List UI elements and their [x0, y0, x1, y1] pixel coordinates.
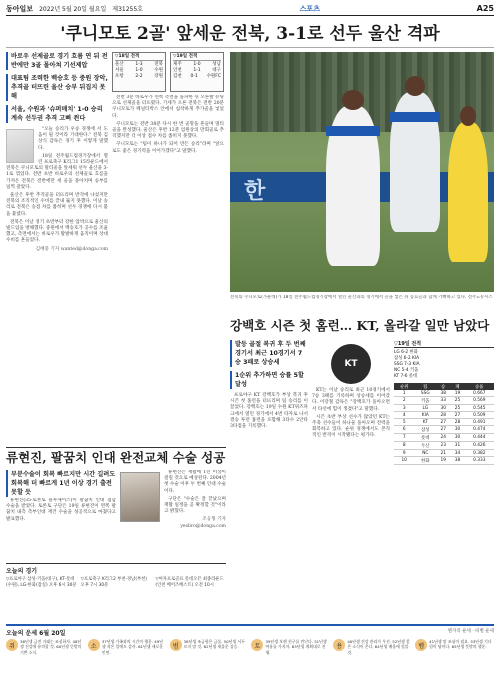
table-cell: 30: [450, 426, 464, 434]
masthead: [6, 4, 494, 16]
score-box-19: [170, 52, 224, 92]
table-row: [394, 442, 494, 450]
fortune-text: 41년생 말 조심이 필요. 53년생 기다림이 답이다. 65년생 뜻밖의 행운.: [429, 639, 492, 650]
ryu-photo: [120, 472, 160, 522]
zodiac-icon: 범: [170, 639, 182, 651]
zodiac-icon: 토: [251, 639, 263, 651]
table-cell: 0.474: [465, 426, 494, 434]
score-row: 서울 1-0 수원: [115, 68, 163, 73]
table-cell: NC: [415, 450, 437, 457]
table-row: [394, 397, 494, 405]
table-cell: 0.667: [465, 390, 494, 397]
table-cell: KT: [415, 419, 437, 426]
zodiac-icon: 쥐: [6, 639, 18, 651]
paragraph: 18일 전주월드컵경기장에서 열린 프로축구 K리그1 15라운드에서 전북은 쿠니모토의 멀티골을 앞세워 선두 울산을 3-1로 꺾었다. 전반 초반 바로우의 선제골로 흐름을 가져온 전북은 전반에만 세 골을 몰아치며 승부를 일찍 갈랐다.: [6, 153, 108, 190]
kt-headline: 강백호 시즌 첫 홈런… KT, 올라갈 일만 남았다: [230, 318, 490, 333]
kt-story-body: [230, 393, 308, 430]
table-cell: 3: [394, 405, 415, 412]
fortune-text: 40년생 건강 관리가 우선. 52년생 좋은 소식이 온다. 64년생 배움에 힘쓸 것.: [347, 639, 410, 655]
ryu-headline: 류현진, 팔꿈치 인대 완전교체 수술 성공: [6, 447, 226, 467]
paragraph: 구단은 "수술은 잘 끝났으며 재활 일정을 곧 확정할 것"이라고 밝혔다.: [164, 496, 226, 515]
kt-story-column-1: [230, 340, 308, 620]
issue-date: 2022년 5월 20일 월요일: [39, 6, 107, 13]
paragraph: KT는 이날 승리로 최근 10경기에서 7승 3패를 기록하며 상승세를 이어갔다. 이강철 감독은 "강백호가 돌아오면서 타선에 힘이 생겼다"고 말했다.: [312, 388, 390, 412]
table-cell: 두산: [415, 442, 437, 450]
lead-story-continued: [112, 95, 224, 295]
table-cell: 6: [394, 426, 415, 434]
zodiac-icon: 뱀: [415, 639, 427, 651]
table-row: [394, 405, 494, 412]
paragraph: 프로야구 KT 강백호가 부상 복귀 후 시즌 첫 홈런을 터뜨리며 팀 승리를 이끌었다. 강백호는 19일 수원 KT위즈파크에서 열린 경기에서 4번 타자로 나서 결승 투런 홈런을 포함해 3타수 2안타 3타점을 기록했다.: [230, 393, 308, 430]
table-cell: 27: [450, 412, 464, 419]
score-boxes: [112, 52, 224, 92]
table-row: [394, 450, 494, 457]
fortune-date: 6월 20일: [39, 630, 66, 637]
table-header-row: [394, 383, 494, 390]
table-cell: 한화: [415, 457, 437, 465]
coach-photo: [6, 129, 34, 163]
table-cell: 21: [436, 450, 450, 457]
todays-games-box: [6, 563, 226, 620]
table-cell: 31: [450, 442, 464, 450]
paragraph: 쿠니모토는 "팀이 하나가 되어 만든 승리"라며 "앞으로도 좋은 경기력을 이어가겠다"고 말했다.: [112, 142, 224, 154]
table-row: [394, 412, 494, 419]
table-cell: 4: [394, 412, 415, 419]
photo-caption: 전북의 쿠니모토(가운데)가 18일 전주월드컵경기장에서 열린 울산과의 경기에서 골을 넣은 뒤 동료들과 함께 기뻐하고 있다. 전주=뉴시스: [230, 295, 493, 300]
todays-games-title: 오늘의 경기: [6, 568, 38, 575]
fortune-header: [6, 628, 494, 637]
table-row: [394, 457, 494, 465]
game-result: NC 5-4 키움: [394, 368, 419, 373]
fortune-item: [333, 639, 412, 655]
main-photo: [230, 52, 494, 292]
table-cell: 19: [450, 390, 464, 397]
table-cell: 25: [450, 397, 464, 405]
score-row: 울산 1-3 전북: [115, 62, 163, 67]
table-cell: 7: [394, 434, 415, 442]
ryu-story-body-2: [164, 470, 226, 560]
paragraph: 시즌 초반 부상 선수가 많았던 KT는 주축 선수들이 하나둘 돌아오며 전력을 회복하고 있다. 순위 경쟁에서도 본격적인 반격이 시작됐다는 평가다.: [312, 414, 390, 439]
fortune-text: 38년생 조급함은 금물. 50년생 서두르지 말 것. 62년생 재물운 상승.: [183, 639, 245, 650]
fortune-item: [415, 639, 494, 655]
paragraph: 전반 3분 바로우가 왼쪽 측면을 돌파한 뒤 오른발 슈팅으로 선제골을 터뜨렸다. 기세가 오른 전북은 전반 20분 쿠니모토가 페널티박스 안에서 침착하게 추가골을 넣었다.: [112, 95, 224, 119]
table-cell: 롯데: [415, 434, 437, 442]
standings-panel: [394, 340, 494, 620]
standings-table: [394, 383, 494, 465]
standings-title: ▽19일 전적: [394, 340, 494, 348]
game-listing: ▽프로축구 K리그2 부천-경남(부천) 오후 7시 30분: [80, 577, 147, 588]
table-cell: 38: [436, 390, 450, 397]
game-result: SSG 7-3 KIA: [394, 362, 420, 367]
table-cell: 0.426: [465, 442, 494, 450]
player-figure: [448, 122, 488, 262]
fortune-text: 39년생 오랜 친구를 만난다. 51년생 여유를 가지자. 63년생 계획대로 진행.: [265, 639, 327, 655]
score-box-title: ▽18일 전적: [115, 54, 163, 61]
paper-name: 동아일보: [6, 4, 34, 13]
table-cell: 33: [436, 397, 450, 405]
table-cell: 9: [394, 450, 415, 457]
score-box-title: ▽19일 전적: [173, 54, 221, 61]
player-figure: [326, 106, 380, 266]
table-cell: 38: [450, 457, 464, 465]
game-results: [394, 350, 494, 380]
kt-logo: KT: [331, 344, 371, 384]
banner-text: 한: [244, 179, 272, 204]
ryu-story-body-1: [6, 498, 116, 560]
game-result: KT 7-6 롯데: [394, 374, 418, 379]
fortune-item: [251, 639, 330, 655]
table-row: [394, 419, 494, 426]
section-label: 스포츠: [299, 4, 320, 13]
table-cell: 키움: [415, 397, 437, 405]
lead-story-column: [6, 52, 108, 444]
table-cell: 24: [436, 434, 450, 442]
paragraph: 울산은 후반 추격골을 터뜨리며 반격에 나섰지만 전북의 조직적인 수비를 끝내 뚫지 못했다. 이날 승리로 전북은 승점 차를 좁히며 선두 경쟁에 다시 불을 붙였다.: [6, 193, 108, 217]
lead-story-body: [6, 127, 108, 253]
game-result: 삼성 6-2 KIA: [394, 356, 420, 361]
fortune-item: [6, 639, 85, 655]
table-cell: LG: [415, 405, 437, 412]
table-cell: 19: [436, 457, 450, 465]
kt-story-body: [312, 388, 390, 440]
byline: 조응형 기자 yesbro@donga.com: [180, 517, 226, 529]
table-row: [394, 434, 494, 442]
table-cell: 1: [394, 390, 415, 397]
score-row: 제주 1-0 성남: [173, 62, 221, 67]
table-cell: 0.569: [465, 397, 494, 405]
page-number: A25: [476, 4, 494, 13]
fortune-item: [170, 639, 249, 655]
table-cell: 10: [394, 457, 415, 465]
table-cell: SSG: [415, 390, 437, 397]
ryu-subhead: 부분수술이 회복 빠르지만 시간 길려도 회복해 더 빠르게 1년 이상 경기 출전 못할 듯: [6, 470, 116, 497]
table-cell: 23: [436, 442, 450, 450]
table-cell: 34: [450, 450, 464, 457]
paragraph: 류현진은 재활에 1년 이상이 걸릴 것으로 예상된다. 2004년 첫 수술 이후 두 번째 인대 수술이다.: [164, 470, 226, 494]
masthead-left: [6, 4, 143, 14]
table-cell: 8: [394, 442, 415, 450]
score-row: 포항 2-2 강원: [115, 74, 163, 79]
zodiac-icon: 용: [333, 639, 345, 651]
column-header: 승: [436, 383, 450, 390]
standings-body: [394, 390, 494, 465]
lead-subhead-1: 바로우 선제골로 경기 흐름 연 뒤 전반에만 3골 몰아쳐 기선제압: [6, 52, 108, 70]
column-header: 패: [450, 383, 464, 390]
column-header: 승률: [465, 383, 494, 390]
table-cell: 0.444: [465, 434, 494, 442]
fortune-item: [88, 639, 167, 655]
score-box-18: [112, 52, 166, 92]
table-cell: 삼성: [415, 426, 437, 434]
table-cell: 0.509: [465, 412, 494, 419]
table-cell: 30: [450, 434, 464, 442]
kt-subhead-1: 발등 골절 복귀 후 두 번째 경기서 최근 10경기서 7승 3패로 상승세: [230, 340, 308, 367]
zodiac-icon: 소: [88, 639, 100, 651]
main-headline: '쿠니모토 2골' 앞세운 전북, 3-1로 선두 울산 격파: [6, 20, 494, 48]
table-cell: 0.333: [465, 457, 494, 465]
player-figure: [390, 92, 440, 232]
table-cell: 0.382: [465, 450, 494, 457]
todays-games-list: [6, 577, 226, 589]
paragraph: "오늘 승리가 우승 경쟁에 서 도움이 될 것이라 기대한다." 전북 김상식 감독은 경기 후 이렇게 말했다.: [38, 127, 108, 151]
fortune-text: 37년생 가족과의 시간이 행운. 49년생 작은 일에도 감사. 61년생 새로운 인연.: [101, 639, 164, 655]
fortune-note: 별자리 운세 · 띠별 운세: [447, 629, 494, 634]
table-cell: 28: [450, 419, 464, 426]
table-cell: 27: [436, 419, 450, 426]
score-row: 인천 1-1 대구: [173, 68, 221, 73]
score-row: 김천 0-1 수원FC: [173, 74, 221, 79]
kt-story-column-2: [312, 340, 390, 620]
table-cell: 25: [450, 405, 464, 412]
game-result: LG 6-2 한화: [394, 350, 418, 355]
fortune-list: [6, 639, 494, 655]
column-header: 팀: [415, 383, 437, 390]
table-cell: 2: [394, 397, 415, 405]
lead-subhead-3: 서울, 수원과 '슈퍼매치' 1-0 승리 계속 선두권 추격 고삐 죈다: [6, 105, 108, 123]
column-header: 순위: [394, 383, 415, 390]
table-cell: 0.491: [465, 419, 494, 426]
table-row: [394, 426, 494, 434]
kt-subhead-2: 1순위 추가하면 승률 5할 달성: [230, 371, 308, 389]
paragraph: 쿠니모토는 전반 38분 다시 한 번 골망을 흔들며 멀티골을 완성했다. 울산은 후반 12분 엄원상의 만회골로 추격했지만 더 이상 점수 차를 좁히지 못했다.: [112, 121, 224, 140]
fortune-footer: [6, 624, 494, 688]
paragraph: 류현진(35·토론토 블루제이스)이 팔꿈치 인대 접합 수술을 받았다. 토론토 구단은 19일 류현진이 왼쪽 팔꿈치 내측 측부인대 재건 수술을 성공적으로 마쳤다고 발표했다.: [6, 498, 116, 522]
byline: 김배중 기자 wanted@donga.com: [35, 246, 108, 252]
fortune-text: 36년생 금전 거래는 조심하자. 48년생 건강에 유의할 것. 60년생 뜻밖의 기쁜 소식.: [20, 639, 82, 655]
fortune-title: 오늘의 운세: [6, 630, 38, 637]
ryu-subhead-block: [6, 470, 116, 496]
table-cell: KIA: [415, 412, 437, 419]
paragraph: 전북은 이날 경기 초반부터 강한 압박으로 울산의 빌드업을 방해했다. 중원에서 백승호가 공수를 조율했고, 측면에서는 바로우가 활발하게 움직이며 상대 수비를 흔들었다.: [6, 219, 108, 244]
table-cell: 28: [436, 412, 450, 419]
table-cell: 5: [394, 419, 415, 426]
lead-subhead-2: 대표팀 조력한 백승호 등 중원 장악, 추격골 터뜨린 울산 승부 뒤집지 못해: [6, 74, 108, 101]
table-cell: 30: [436, 405, 450, 412]
table-cell: 27: [436, 426, 450, 434]
game-listing: ▽프로야구 삼성-키움(대구), KT-롯데(수원), LG-한화(잠실) 오후 6시 30분: [6, 577, 77, 588]
table-cell: 0.545: [465, 405, 494, 412]
issue-number: 제31255호: [112, 6, 143, 13]
game-listing: ▽여자프로골프 롯데오픈 최종라운드(인천 베어즈베스트) 오전 10시: [155, 577, 224, 588]
